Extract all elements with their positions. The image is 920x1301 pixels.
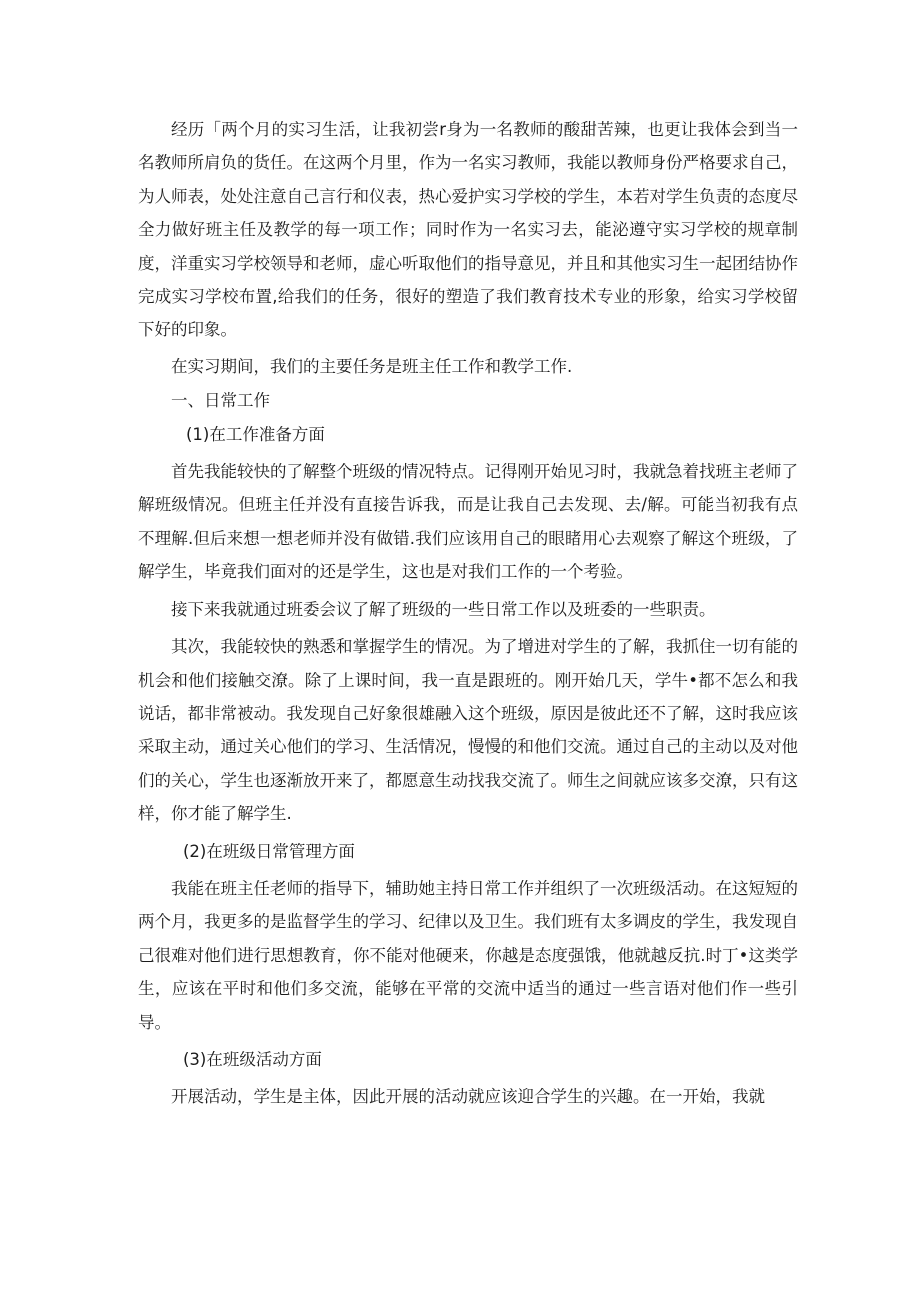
subsection-heading-preparation: (1)在工作准备方面: [186, 424, 325, 444]
section-heading-daily-work: 一、日常工作: [171, 391, 270, 411]
subsection-heading-activities: (3)在班级活动方面: [183, 1049, 322, 1069]
document-page: [138, 113, 798, 1114]
paragraph-management: 我能在班主任老师的指导下，辅助她主持日常工作并组织了一次班级活动。在这短短的两个月，我更多的是监督学生的学习、纪律以及卫生。我们班有太多调皮的学生，我发现自己很难对他们进行思想教育，你不能对他硬来，你越是态度强饿，他就越反抗.时丁•这类学生，应该在平时和他们多交流，能够在平常的交流中适当的通过一些言语对他们作一些引导。: [138, 878, 798, 1032]
subsection-heading-management: (2)在班级日常管理方面: [183, 841, 355, 861]
paragraph-understand-class: 首先我能较快的了解整个班级的情况特点。记得刚开始见习时，我就急着找班主老师了解班级情况。但班主任并没有直接告诉我，而是让我自己去发现、去/解。可能当初我有点不理解.但后来想一想老师并没有做错.我们应该用自己的眼睹用心去观察了解这个班级，了解学生，毕竟我们面对的还是学生，这也是对我们工作的一个考验。: [138, 462, 798, 582]
paragraph-main-tasks: 在实习期间，我们的主要任务是班主任工作和教学工作.: [171, 356, 573, 376]
paragraph-activities: 开展活动，学生是主体，因此开展的活动就应该迎合学生的兴趣。在一开始，我就: [171, 1087, 765, 1107]
paragraph-class-committee: 接下来我就通过班委会议了解了班级的一些日常工作以及班委的一些职责。: [171, 599, 716, 619]
paragraph-intro: 经历「两个月的实习生活，让我初尝r身为一名教师的酸甜苦辣，也更让我体会到当一名教师所肩负的货任。在这两个月里，作为一名实习教师，我能以教师身份严格要求自己，为人师表，处处注意自己言行和仪表，热心爱护实习学校的学生，本若对学生负责的态度尽全力做好班主任及教学的每一项工作；同时作为一名实习去，能泌遵守实习学校的规章制度，洋重实习学校领导和老师，虚心听取他们的指导意见，并且和其他实习生一起团结协作完成实习学校布置,给我们的任务，很好的塑造了我们教育技术专业的形象，给实习学校留下好的印象。: [138, 120, 798, 340]
paragraph-know-students: 其次，我能较快的熟悉和掌握学生的情况。为了增进对学生的了解，我抓住一切有能的机会和他们接触交潦。除了上课时间，我一直是跟班的。刚开始几天，学牛•都不怎么和我说话，都非常被动。我发现自己好象很雄融入这个班级，原因是彼此还不了解，这时我应该采取主动，通过关心他们的学习、生活情况，慢慢的和他们交流。通过自己的主动以及对他们的关心，学生也逐渐放开来了，都愿意生动找我交流了。师生之间就应该多交潦，只有这样，你才能了解学生.: [138, 637, 798, 824]
